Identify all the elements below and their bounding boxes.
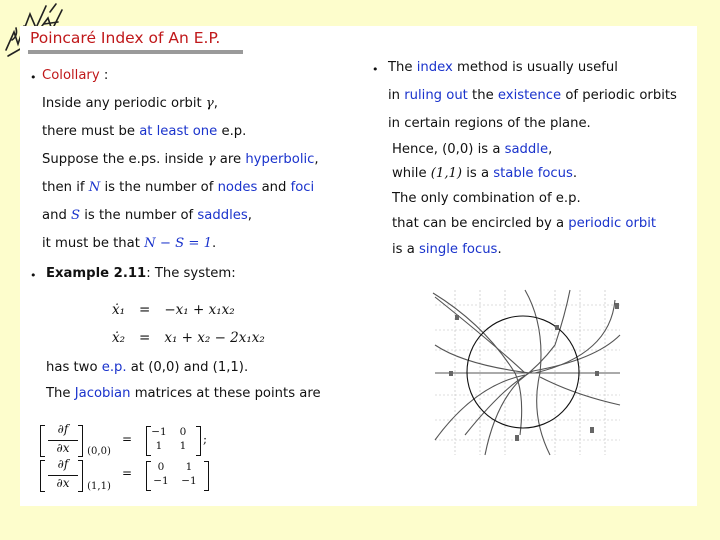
matrix-cell: 1 [179, 440, 187, 452]
bracket [78, 425, 83, 457]
bracket [40, 425, 45, 457]
text-line: it must be that N − S = 1. [42, 236, 217, 251]
text-line: there must be at least one e.p. [42, 124, 247, 139]
text-line: then if N is the number of nodes and foci [42, 180, 315, 195]
text-line: The index method is usually useful [388, 60, 618, 75]
fraction-denominator: ∂x [56, 476, 70, 490]
bullet: • [30, 269, 37, 282]
text-line: that can be encircled by a periodic orbit [392, 216, 657, 231]
corollary-heading: Colollary : [42, 68, 109, 83]
text-line: Inside any periodic orbit γ, [42, 96, 218, 111]
text-line: and S is the number of saddles, [42, 208, 252, 223]
text-line: The Jacobian matrices at these points are [46, 386, 321, 401]
text-line: has two e.p. at (0,0) and (1,1). [46, 360, 249, 375]
text-line: while (1,1) is a stable focus. [392, 166, 578, 181]
equals-sign: = [122, 466, 133, 480]
fraction-numerator: ∂f [57, 422, 69, 436]
matrix-cell: 0 [179, 426, 187, 438]
title-underline [28, 50, 243, 54]
equals-sign: = [122, 432, 133, 446]
text-line: Suppose the e.ps. inside γ are hyperbolic, [42, 152, 319, 167]
text-line: The only combination of e.p. [392, 191, 581, 206]
text-line: Hence, (0,0) is a saddle, [392, 142, 553, 157]
bracket [196, 426, 201, 456]
phase-portrait-figure [425, 285, 625, 460]
matrix-cell: −1 [181, 475, 197, 487]
text-line: in ruling out the existence of periodic orbits [388, 88, 677, 103]
bullet: • [372, 63, 379, 76]
equation-1: ẋ₁ = −x₁ + x₁x₂ [112, 302, 235, 318]
bracket [204, 461, 209, 491]
bracket [78, 460, 83, 492]
matrix-cell: −1 [151, 426, 167, 438]
example-heading: Example 2.11: The system: [46, 266, 236, 281]
evaluation-point: (0,0) [87, 446, 111, 457]
text-line: is a single focus. [392, 242, 502, 257]
matrix-cell: 1 [155, 440, 163, 452]
equation-2: ẋ₂ = x₁ + x₂ − 2x₁x₂ [112, 330, 265, 346]
text-line: in certain regions of the plane. [388, 116, 591, 131]
evaluation-point: (1,1) [87, 481, 111, 492]
fraction-denominator: ∂x [56, 441, 70, 455]
bracket [40, 460, 45, 492]
semicolon: ; [203, 432, 208, 446]
matrix-cell: 1 [185, 461, 193, 473]
bullet: • [30, 71, 37, 84]
bracket [146, 461, 151, 491]
matrix-cell: 0 [157, 461, 165, 473]
fraction-numerator: ∂f [57, 457, 69, 471]
matrix-cell: −1 [153, 475, 169, 487]
page-title: Poincaré Index of An E.P. [30, 29, 221, 47]
